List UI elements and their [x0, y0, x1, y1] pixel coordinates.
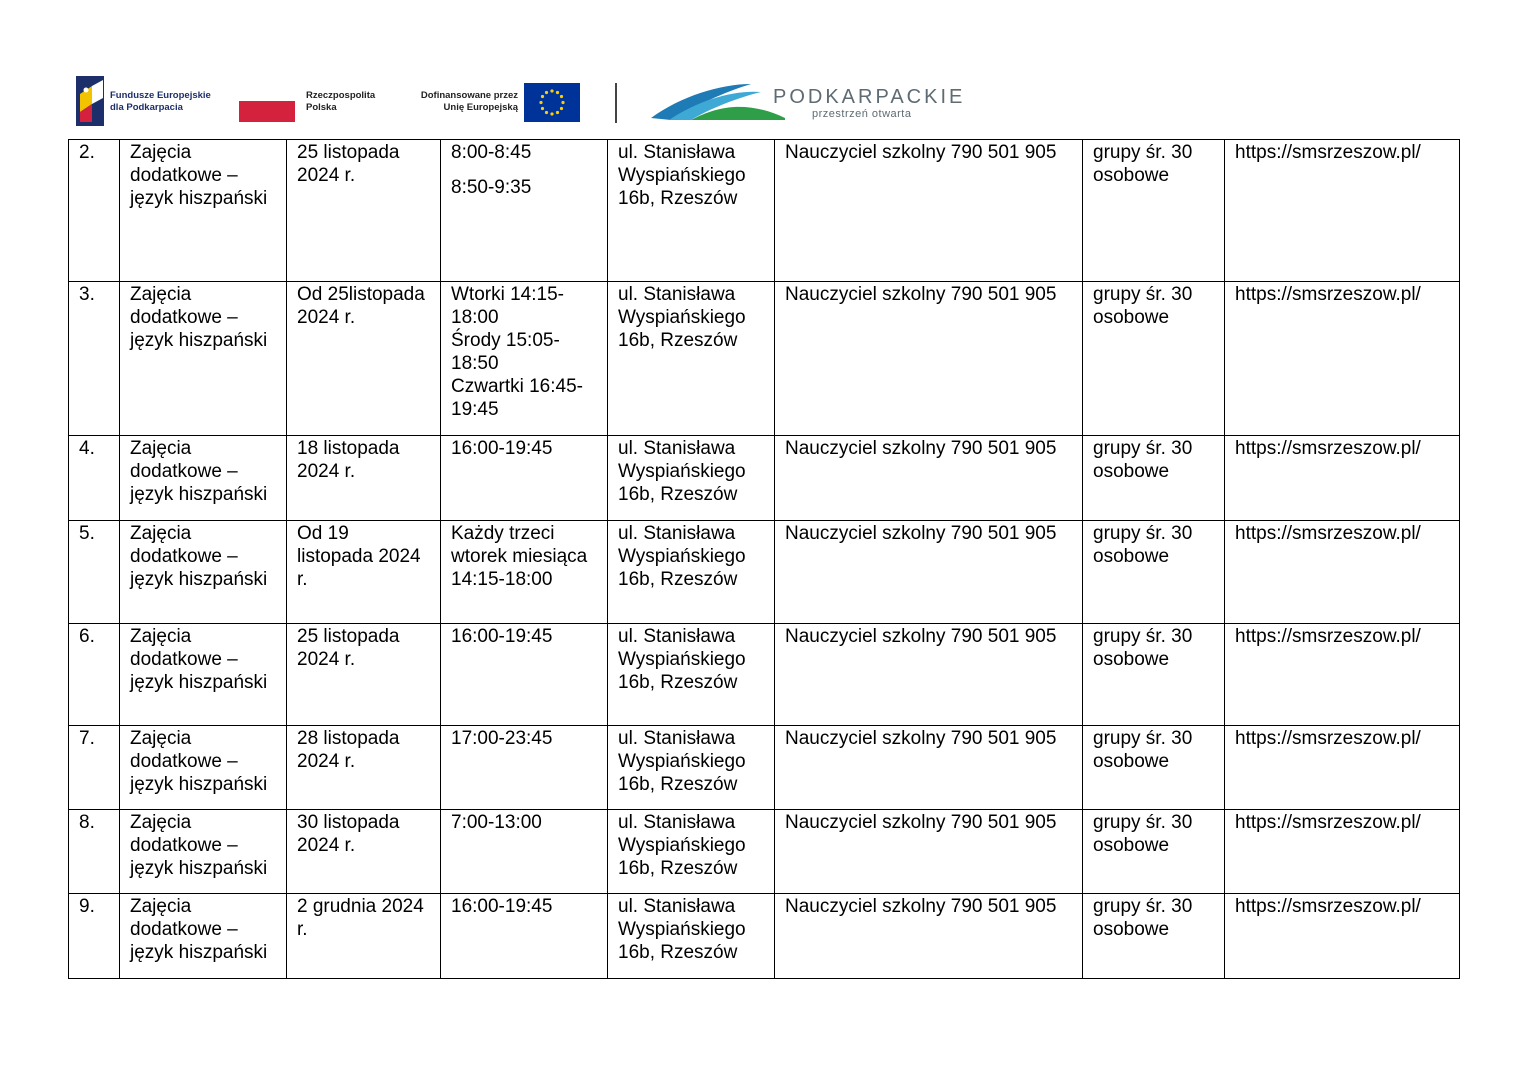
time-slot: 8:00-8:45 — [451, 142, 532, 163]
cell-place: ul. Stanisława Wyspiańskiego 16b, Rzeszów — [608, 140, 775, 282]
cell-url[interactable]: https://smsrzeszow.pl/ — [1225, 810, 1460, 894]
eu-flag-icon — [524, 83, 580, 122]
cell-teacher: Nauczyciel szkolny 790 501 905 — [775, 521, 1083, 624]
rzeczpospolita-label: Rzeczpospolita Polska — [306, 90, 376, 113]
poland-flag-icon — [239, 101, 295, 122]
cell-time — [441, 521, 608, 624]
cell-number: 8. — [69, 810, 120, 894]
cell-group: grupy śr. 30 osobowe — [1083, 726, 1225, 810]
eu-funding-label: Dofinansowane przez Unię Europejską — [420, 90, 518, 113]
logo-divider — [615, 83, 617, 123]
cell-place: ul. Stanisława Wyspiańskiego 16b, Rzeszów — [608, 894, 775, 979]
cell-time — [441, 726, 608, 810]
cell-url[interactable]: https://smsrzeszow.pl/ — [1225, 624, 1460, 726]
cell-place: ul. Stanisława Wyspiańskiego 16b, Rzeszów — [608, 436, 775, 521]
cell-url[interactable]: https://smsrzeszow.pl/ — [1225, 894, 1460, 979]
logo-bar — [0, 0, 1527, 135]
time-slot: 16:00-19:45 — [451, 438, 553, 459]
time-slot: 17:00-23:45 — [451, 728, 553, 749]
table-row — [69, 894, 1460, 979]
table-row — [69, 282, 1460, 436]
time-slot: Wtorki 14:15-18:00 — [451, 284, 564, 328]
cell-date: 28 listopada 2024 r. — [287, 726, 441, 810]
cell-time — [441, 282, 608, 436]
podkarpackie-label: PODKARPACKIE — [773, 86, 966, 108]
cell-activity: Zajęcia dodatkowe – język hiszpański — [120, 282, 287, 436]
table-row — [69, 726, 1460, 810]
podkarpackie-swoosh-icon — [651, 82, 786, 122]
cell-activity: Zajęcia dodatkowe – język hiszpański — [120, 521, 287, 624]
cell-number: 4. — [69, 436, 120, 521]
cell-time — [441, 140, 608, 282]
fundusze-europejskie-label: Fundusze Europejskie dla Podkarpacia — [110, 90, 211, 113]
time-slot: 16:00-19:45 — [451, 626, 553, 647]
cell-teacher: Nauczyciel szkolny 790 501 905 — [775, 282, 1083, 436]
cell-group: grupy śr. 30 osobowe — [1083, 282, 1225, 436]
cell-date: 25 listopada 2024 r. — [287, 624, 441, 726]
cell-url[interactable]: https://smsrzeszow.pl/ — [1225, 521, 1460, 624]
cell-group: grupy śr. 30 osobowe — [1083, 436, 1225, 521]
cell-time — [441, 810, 608, 894]
cell-place: ul. Stanisława Wyspiańskiego 16b, Rzeszów — [608, 810, 775, 894]
cell-place: ul. Stanisława Wyspiańskiego 16b, Rzeszów — [608, 282, 775, 436]
time-slot: Każdy trzeci wtorek miesiąca 14:15-18:00 — [451, 523, 588, 590]
time-slot: Czwartki 16:45-19:45 — [451, 376, 583, 420]
cell-number: 9. — [69, 894, 120, 979]
cell-activity: Zajęcia dodatkowe – język hiszpański — [120, 140, 287, 282]
table-row — [69, 436, 1460, 521]
cell-group: grupy śr. 30 osobowe — [1083, 810, 1225, 894]
cell-url[interactable]: https://smsrzeszow.pl/ — [1225, 726, 1460, 810]
cell-time — [441, 894, 608, 979]
cell-date: 18 listopada 2024 r. — [287, 436, 441, 521]
cell-number: 7. — [69, 726, 120, 810]
cell-teacher: Nauczyciel szkolny 790 501 905 — [775, 140, 1083, 282]
time-slot: 16:00-19:45 — [451, 896, 553, 917]
cell-time — [441, 436, 608, 521]
cell-group: grupy śr. 30 osobowe — [1083, 624, 1225, 726]
schedule-table — [68, 139, 1460, 979]
cell-teacher: Nauczyciel szkolny 790 501 905 — [775, 726, 1083, 810]
schedule-body — [69, 140, 1460, 979]
time-slot: Środy 15:05-18:50 — [451, 330, 560, 374]
table-row — [69, 521, 1460, 624]
cell-teacher: Nauczyciel szkolny 790 501 905 — [775, 436, 1083, 521]
cell-date: Od 25listopada 2024 r. — [287, 282, 441, 436]
time-slot: 8:50-9:35 — [451, 177, 532, 198]
podkarpackie-tagline: przestrzeń otwarta — [812, 108, 912, 120]
cell-url[interactable]: https://smsrzeszow.pl/ — [1225, 436, 1460, 521]
cell-number: 6. — [69, 624, 120, 726]
cell-date: Od 19 listopada 2024 r. — [287, 521, 441, 624]
cell-group: grupy śr. 30 osobowe — [1083, 521, 1225, 624]
cell-url[interactable]: https://smsrzeszow.pl/ — [1225, 282, 1460, 436]
table-row — [69, 140, 1460, 282]
cell-date: 30 listopada 2024 r. — [287, 810, 441, 894]
cell-activity: Zajęcia dodatkowe – język hiszpański — [120, 894, 287, 979]
cell-date: 25 listopada 2024 r. — [287, 140, 441, 282]
cell-group: grupy śr. 30 osobowe — [1083, 894, 1225, 979]
cell-activity: Zajęcia dodatkowe – język hiszpański — [120, 624, 287, 726]
cell-activity: Zajęcia dodatkowe – język hiszpański — [120, 810, 287, 894]
table-row — [69, 810, 1460, 894]
cell-place: ul. Stanisława Wyspiańskiego 16b, Rzeszów — [608, 624, 775, 726]
cell-number: 3. — [69, 282, 120, 436]
cell-teacher: Nauczyciel szkolny 790 501 905 — [775, 624, 1083, 726]
cell-number: 5. — [69, 521, 120, 624]
cell-teacher: Nauczyciel szkolny 790 501 905 — [775, 810, 1083, 894]
cell-group: grupy śr. 30 osobowe — [1083, 140, 1225, 282]
cell-activity: Zajęcia dodatkowe – język hiszpański — [120, 726, 287, 810]
cell-url[interactable]: https://smsrzeszow.pl/ — [1225, 140, 1460, 282]
cell-activity: Zajęcia dodatkowe – język hiszpański — [120, 436, 287, 521]
cell-place: ul. Stanisława Wyspiańskiego 16b, Rzeszów — [608, 726, 775, 810]
time-slot: 7:00-13:00 — [451, 812, 542, 833]
cell-time — [441, 624, 608, 726]
table-row — [69, 624, 1460, 726]
fundusze-europejskie-logo — [76, 76, 104, 126]
cell-place: ul. Stanisława Wyspiańskiego 16b, Rzeszów — [608, 521, 775, 624]
cell-date: 2 grudnia 2024 r. — [287, 894, 441, 979]
cell-number: 2. — [69, 140, 120, 282]
cell-teacher: Nauczyciel szkolny 790 501 905 — [775, 894, 1083, 979]
